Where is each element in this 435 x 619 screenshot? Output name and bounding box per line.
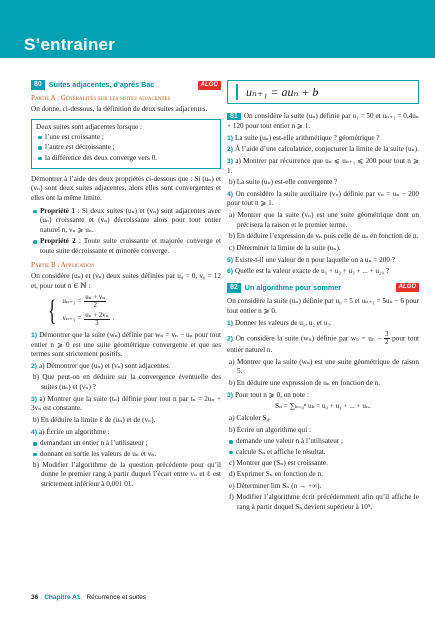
- list-item: l’autre est décroissante ;: [36, 143, 216, 153]
- exercise-title: Suites adjacentes, d’après Bac: [48, 80, 155, 90]
- exercise-81-intro: [227, 112, 419, 132]
- exercise-number: 80: [31, 80, 45, 90]
- question-2: [227, 145, 419, 155]
- question-3: [227, 157, 419, 176]
- question-text: Démontrer que la suite (wₙ) définie par wₙ = vₙ − uₙ pour tout entier n ⩾ 0 est une suite géométrique convergente et que ses termes sont strictement positifs.: [31, 330, 221, 359]
- question-3f: f) Modifier l’algorithme écrit précédemment afin qu’il affiche le rang à partir duquel Sₙ devient supérieur à 10⁹.: [229, 493, 419, 512]
- left-column: [31, 80, 221, 491]
- algorithm-list: [227, 437, 419, 457]
- denominator: 2: [385, 339, 389, 347]
- list-item: demandant un entier n à l’utilisateur ;: [31, 439, 221, 449]
- properties-list: [31, 207, 221, 257]
- exercise-80-header: [31, 80, 221, 90]
- question-1: [31, 331, 221, 360]
- exercise-title: Un algorithme pour sommer: [244, 283, 342, 293]
- exercise-82-header: [227, 283, 419, 293]
- right-column: [227, 80, 419, 515]
- question-2: [227, 331, 419, 356]
- property-label: Propriété 2: [40, 237, 76, 246]
- question-text: On considère la suite (wₙ) définie par wₙ = uₙ −: [235, 334, 382, 343]
- question-3d: d) Exprimer Sₙ en fonction de n.: [229, 470, 323, 479]
- exercise-number: 82: [227, 283, 241, 293]
- question-text: Donner les valeurs de u₁, u₂ et u₃.: [234, 319, 332, 328]
- question-text: a) Montrer que la suite (tₙ) définie pour tout n par tₙ = 2uₙ + 3vₙ est constante.: [31, 394, 222, 413]
- property-2: [31, 237, 221, 256]
- page-number: 36: [31, 594, 39, 601]
- part-b-title: Partie B : Application: [31, 260, 95, 269]
- section-formula-box: [227, 80, 419, 104]
- question-number: 1): [31, 331, 40, 339]
- question-number: 1): [227, 320, 235, 328]
- question-4: [227, 190, 419, 209]
- definition-title: Deux suites sont adjacentes lorsque :: [36, 123, 142, 132]
- property-text: : Si deux suites (uₙ) et (vₙ) sont adjacentes avec (uₙ) croissante et (vₙ) décroissante alors pour tout entier naturel n, vₙ ⩾ uₙ.: [40, 206, 221, 234]
- denominator: 3: [95, 319, 99, 327]
- property-1: [31, 207, 221, 236]
- question-text: a) Écrire un algorithme :: [38, 427, 110, 436]
- header-banner: [0, 0, 435, 58]
- list-item: demande une valeur n à l’utilisateur ;: [227, 437, 419, 447]
- system-line-v: [62, 312, 114, 327]
- question-3e: e) Déterminer lim Sₙ (n → +∞).: [229, 481, 322, 490]
- question-number: 6): [227, 268, 235, 276]
- question-2b: b) En déduire une expression de uₙ en fonction de n.: [229, 379, 381, 388]
- question-3: [31, 395, 221, 414]
- property-text: : Toute suite croissante et majorée converge et toute suite décroissante et minorée converge.: [40, 237, 221, 256]
- fraction: [384, 331, 389, 346]
- question-4b: b) Modifier l’algorithme de la question précédente pour qu’il donne le premier rang à partir duquel l’écart entre vₙ et ℓ est strictement inférieur à 0,001 01.: [33, 460, 221, 488]
- question-number: 2): [227, 146, 235, 154]
- list-item: la différence des deux converge vers 0.: [36, 154, 216, 164]
- definition-box: [31, 119, 221, 169]
- period: .: [112, 314, 115, 323]
- question-number: 5): [227, 256, 235, 264]
- page-title: S’entrainer: [24, 35, 116, 54]
- question-number: 3): [227, 157, 236, 165]
- question-4c: c) Déterminer la limite de la suite (uₙ).: [229, 244, 341, 253]
- question-3b: b) Écrire un algorithme qui :: [229, 425, 312, 434]
- question-text: À l’aide d’une calculatrice, conjecturer la limite de la suite (uₙ).: [234, 145, 419, 154]
- question-3b: b) La suite (uₙ) est-elle convergente ?: [229, 178, 338, 187]
- question-number: 4): [227, 190, 236, 198]
- question-number: 2): [227, 335, 236, 343]
- question-4: [31, 428, 221, 438]
- question-text: a) Montrer par récurrence que uₙ ⩽ uₙ₊₁ ⩽ 200 pour tout n ⩾ 1.: [227, 156, 420, 175]
- denominator: 2: [93, 302, 97, 310]
- system-line-u: [62, 294, 114, 309]
- question-text: On considère la suite auxiliaire (vₙ) définie par vₙ = uₙ − 200 pour tout n ⩾ 1.: [227, 189, 419, 208]
- page-footer: [31, 594, 146, 603]
- numerator: 3: [385, 330, 389, 338]
- accent-bar: [236, 84, 238, 100]
- part-b-intro: On considère (uₙ) et (vₙ) deux suites définies par u₀ = 0, v₀ = 12 et, pour tout n ∈ ℕ :: [31, 272, 221, 290]
- question-1: [227, 319, 419, 329]
- chapter-label: Chapitre A1: [44, 594, 81, 601]
- question-text: a) Démontrer que (uₙ) et (vₙ) sont adjacentes.: [38, 361, 171, 370]
- question-text: Quelle est la valeur exacte de u₁ + u₂ + u₃ + ... + u₂₀ ?: [234, 267, 390, 276]
- fraction: [84, 312, 109, 327]
- list-item: donnant en sortie les valeurs de uₙ et vₙ.: [31, 450, 221, 460]
- algo-badge: ALGO: [198, 81, 221, 90]
- fraction: [84, 294, 106, 309]
- intro-text: On considère la suite (uₙ) définie par u₀ = 5 et uₙ₊₁ = 5uₙ − 6 pour tout entier n ⩾ 0.: [227, 296, 419, 315]
- intro-text: On considère la suite (uₙ) définie par u₁ = 50 et uₙ₊₁ = 0,4uₙ + 120 pour tout entier n ⩾ 1.: [227, 112, 419, 130]
- part-a-title: Partie A : Généralités sur les suites adjacentes: [31, 94, 171, 102]
- question-text: pour tout entier naturel n.: [227, 334, 420, 355]
- list-item: l’une est croissante ;: [36, 133, 216, 143]
- question-3a: a) Calculer S₄.: [229, 413, 271, 422]
- question-text: La suite (uₙ) est-elle arithmétique ? géométrique ?: [234, 133, 380, 142]
- numerator: uₙ + 2vₙ: [85, 311, 109, 319]
- exercise-number: 81: [227, 113, 241, 120]
- algorithm-list: [31, 439, 221, 459]
- list-item: calcule Sₙ et affiche le résultat.: [227, 448, 419, 458]
- question-number: 2): [31, 362, 39, 370]
- sum-formula: Sₙ = ∑ₖ₌₀ⁿ uₖ = u₀ + u₁ + ... + uₙ.: [275, 402, 371, 411]
- intro-text: On donne, ci-dessous, la définition de deux suites adjacentes.: [31, 105, 208, 114]
- section-label: Récurrence et suites: [86, 594, 147, 601]
- definition-list: [36, 133, 216, 164]
- question-text: Existe-t-il une valeur de n pour laquelle on a uₙ = 200 ?: [234, 255, 395, 264]
- demo-text: Démontrer à l’aide des deux propriétés ci-dessous que : Si (uₙ) et (vₙ) sont deux suites adjacentes, alors elles sont convergentes et elles ont la même limite.: [31, 174, 221, 202]
- brace-symbol: {: [47, 293, 57, 327]
- section-formula: uₙ₊₁ = auₙ + b: [246, 84, 319, 99]
- question-text: Pour tout n ⩾ 0, on note :: [234, 390, 309, 399]
- question-3: [227, 391, 419, 401]
- question-1: [227, 134, 419, 144]
- question-number: 3): [227, 391, 235, 399]
- equation-lhs: uₙ₊₁ =: [62, 297, 82, 306]
- question-4a: a) Montrer que la suite (vₙ) est une suite géométrique dont on précisera la raison et le premier terme.: [229, 211, 419, 229]
- question-2a: a) Montrer que la suite (wₙ) est une suite géométrique de raison 5.: [229, 357, 419, 376]
- question-4b: b) En déduire l’expression de vₙ puis celle de uₙ en fonction de n.: [229, 232, 419, 241]
- question-5: [227, 256, 419, 266]
- question-number: 1): [227, 134, 235, 142]
- question-3b: b) En déduire la limite ℓ de (uₙ) et de (vₙ).: [33, 415, 156, 424]
- question-2b: b) Que peut-on en déduire sur la convergence éventuelle des suites (uₙ) et (vₙ) ?: [33, 373, 221, 392]
- recurrence-system: [45, 294, 221, 327]
- question-2: [31, 362, 221, 372]
- equation-lhs: vₙ₊₁ =: [62, 314, 82, 323]
- property-label: Propriété 1: [40, 206, 76, 215]
- question-6: [227, 267, 419, 277]
- numerator: uₙ + vₙ: [85, 294, 106, 302]
- question-number: 4): [31, 428, 39, 436]
- question-number: 3): [31, 395, 40, 403]
- algo-badge: ALGO: [396, 283, 419, 292]
- question-3c: c) Montrer que (Sₙ) est croissante.: [229, 458, 328, 467]
